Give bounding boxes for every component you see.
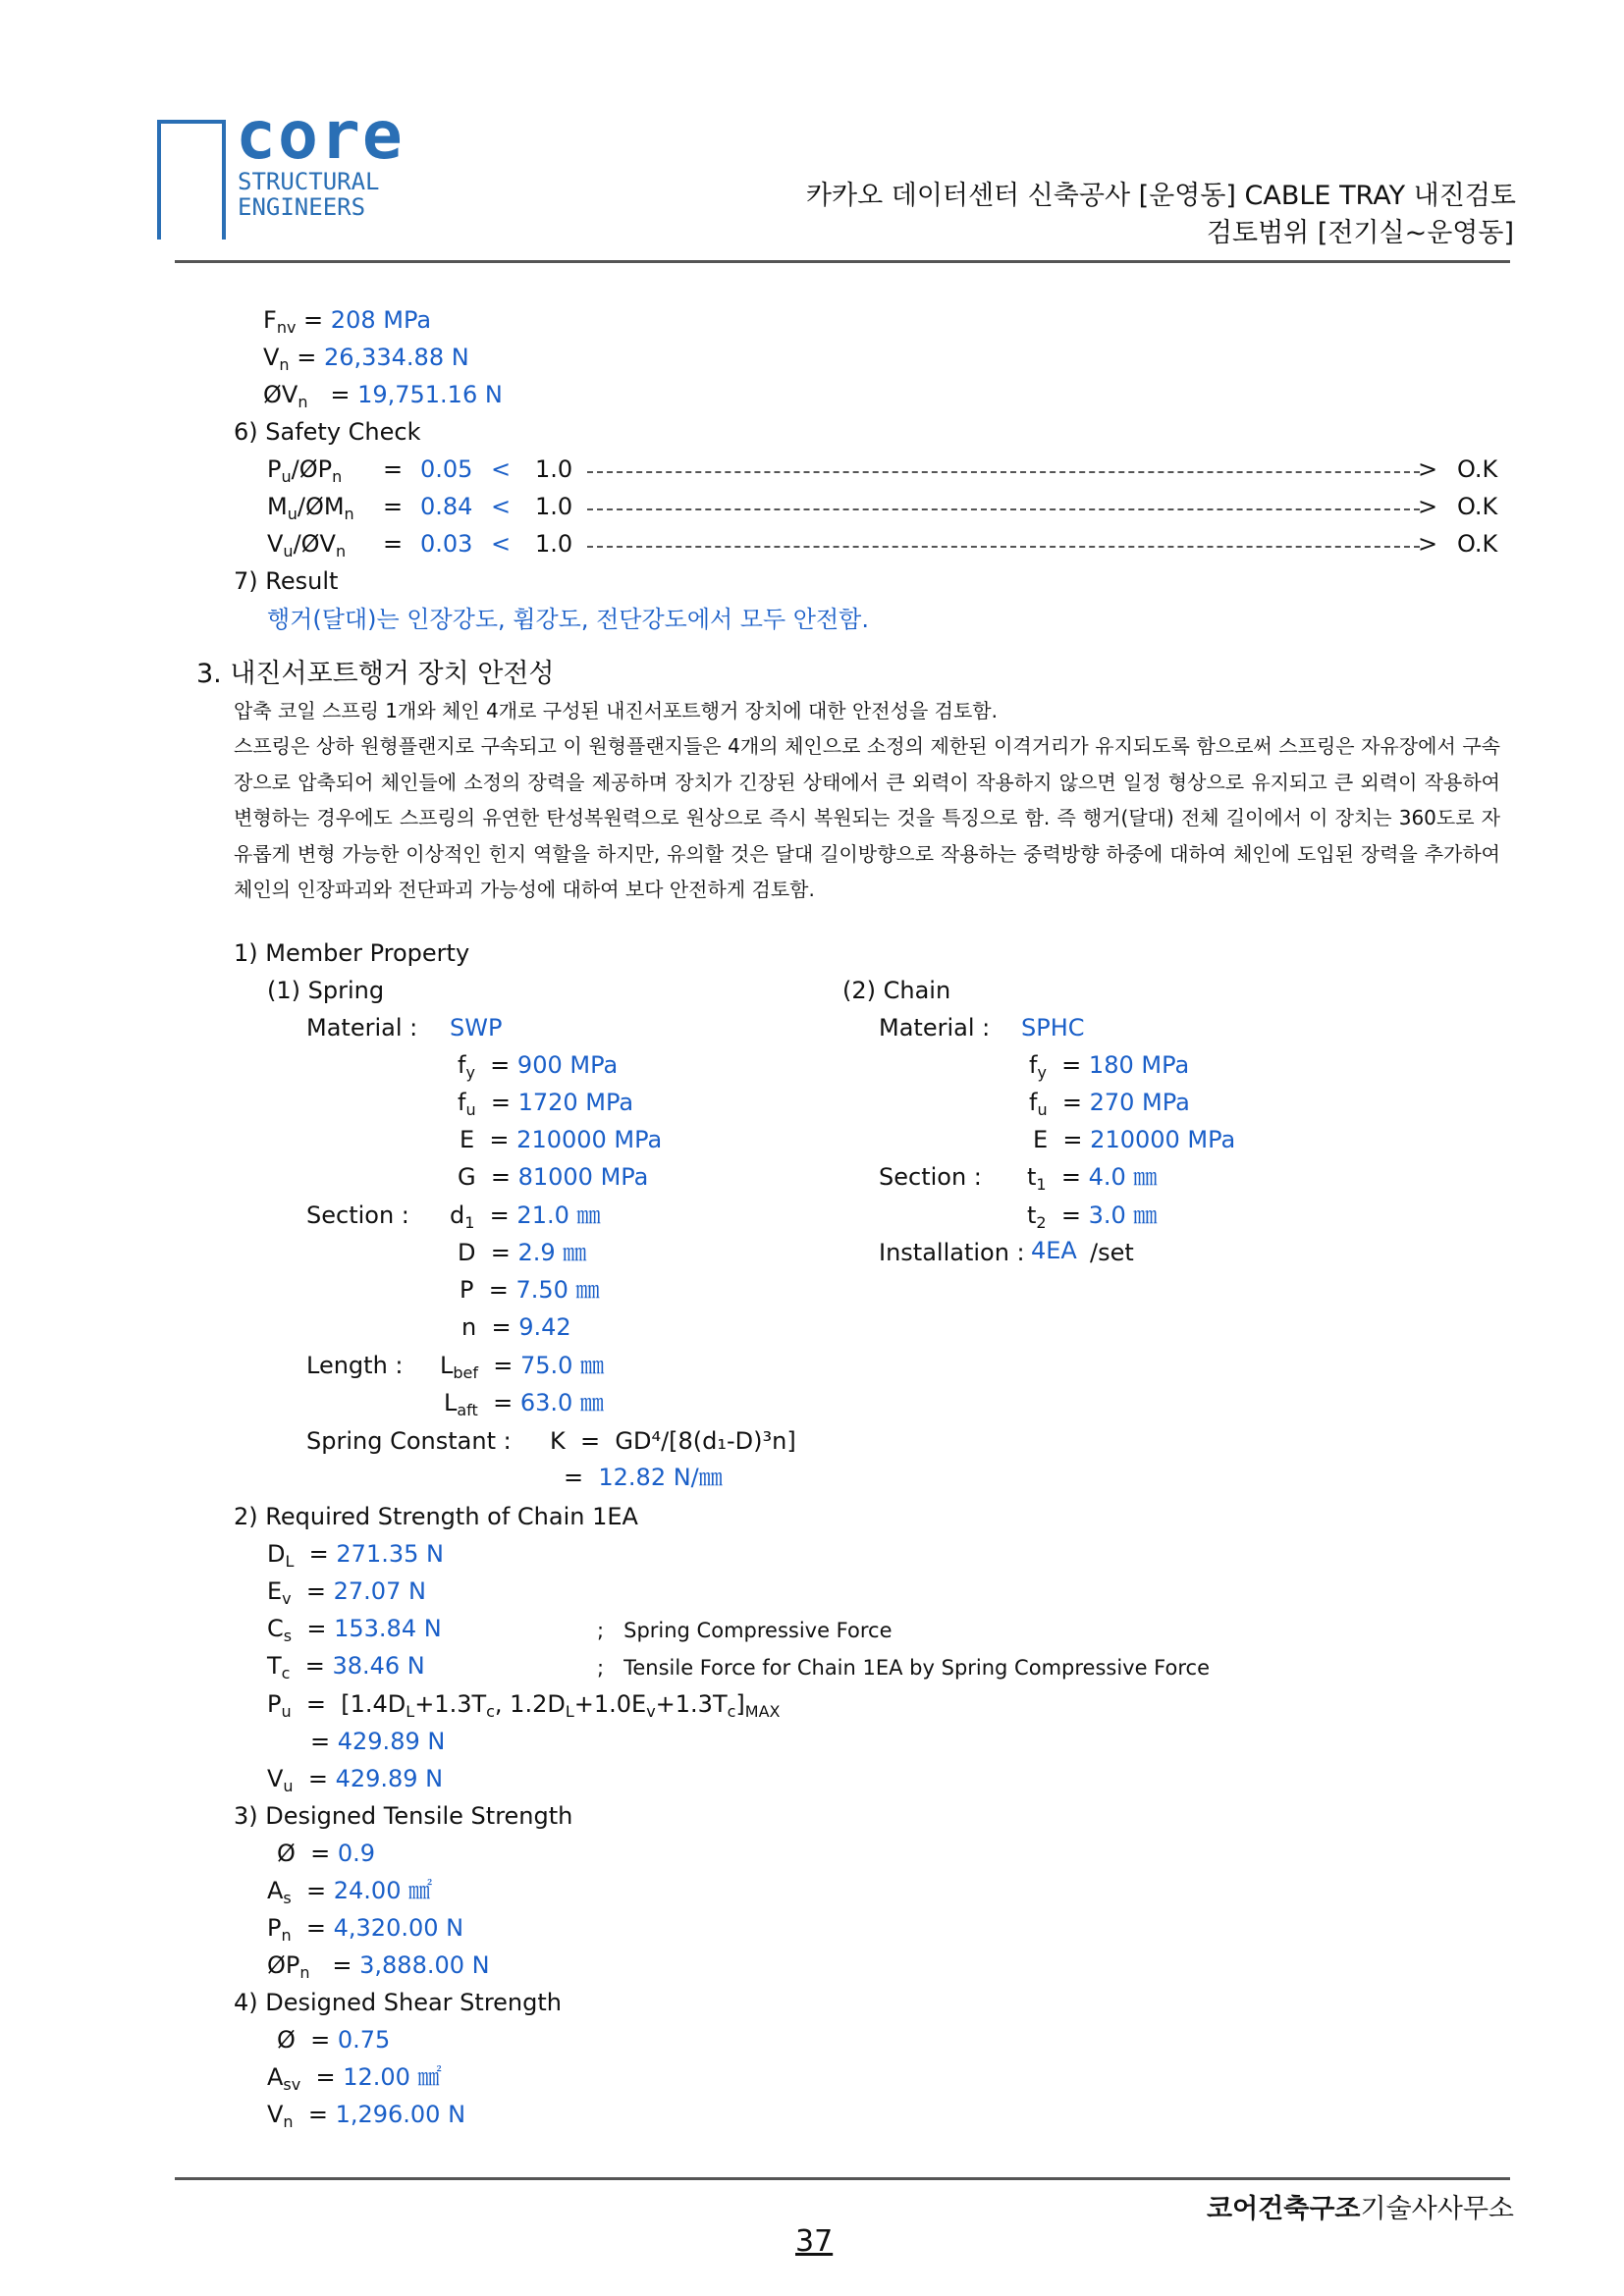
vn-row: $V_n = 26,334.88$ N: [263, 344, 469, 374]
chain-e-value: 210000 MPa: [1090, 1126, 1236, 1153]
chain-material-label: Material :: [879, 1014, 991, 1041]
member-property-heading: 1) Member Property: [234, 939, 470, 967]
phipn-row: $ØP_n = 3,888.00$ N: [267, 1951, 490, 1982]
leader-line: [587, 471, 1420, 473]
spring-constant-label: Spring Constant :: [306, 1427, 512, 1455]
as-value: 24.00 ㎟: [333, 1877, 433, 1904]
k-formula: GD⁴/[8(d₁-D)³n]: [615, 1427, 796, 1455]
cs-value: 153.84 N: [334, 1615, 442, 1642]
cs-note: ; Spring Compressive Force: [597, 1619, 893, 1642]
shear-vn-value: 1,296.00 N: [335, 2101, 466, 2128]
spring-material-value: SWP: [450, 1014, 503, 1041]
check-row-vu: $V_u/ØV_n$: [267, 530, 347, 561]
phivn-row: $ØV_n = 19,751.16$ N: [263, 381, 503, 411]
spring-dd-row: D = 2.9 ㎜: [458, 1239, 587, 1266]
check-row-mu: $M_u/ØM_n$: [267, 493, 354, 523]
arrow-head: >: [1418, 455, 1438, 483]
arrow-head: >: [1418, 530, 1438, 558]
chain-fy-row: $f_y = 180$ MPa: [1029, 1051, 1190, 1082]
spring-p-value: 7.50 ㎜: [515, 1276, 600, 1304]
section-heading: 3. 내진서포트행거 장치 안전성: [196, 659, 555, 689]
spring-constant-result: = 12.82 N/㎜: [564, 1464, 723, 1491]
dl-row: $D_L = 271.35$ N: [267, 1540, 444, 1571]
tc-note-text: Tensile Force for Chain 1EA by Spring Compressive Force: [623, 1656, 1210, 1680]
shear-heading: 4) Designed Shear Strength: [234, 1989, 562, 2016]
footer-company-rest: 기술사사무소: [1360, 2194, 1514, 2224]
spring-n-row: n = 9.42: [461, 1313, 571, 1341]
check-row-pu: $P_u/ØP_n$: [267, 455, 343, 486]
check-value: 0.03: [420, 530, 473, 558]
less-than: <: [491, 530, 512, 558]
pu-value: 429.89 N: [337, 1728, 446, 1755]
spring-fy-row: $f_y = 900$ MPa: [458, 1051, 619, 1082]
less-than: <: [491, 493, 512, 520]
chain-e-row: E = 210000 MPa: [1033, 1126, 1236, 1153]
required-strength-heading: 2) Required Strength of Chain 1EA: [234, 1503, 638, 1530]
check-value: 0.05: [420, 455, 473, 483]
asv-value: 12.00 ㎟: [343, 2063, 442, 2091]
footer-rule: [175, 2177, 1510, 2180]
check-result: O.K: [1457, 455, 1498, 483]
header-rule: [175, 260, 1510, 263]
k-value: 12.82 N/㎜: [598, 1464, 723, 1491]
tensile-phi-value: 0.9: [337, 1840, 376, 1867]
check-result: O.K: [1457, 493, 1498, 520]
logo-structural: STRUCTURAL: [238, 168, 380, 195]
phipn-value: 3,888.00 N: [359, 1951, 490, 1979]
chain-installation-unit: /set: [1090, 1239, 1134, 1266]
chain-material-value: SPHC: [1021, 1014, 1085, 1041]
footer-company: [1207, 2193, 1514, 2226]
cs-note-text: Spring Compressive Force: [623, 1619, 893, 1642]
eq-sign: =: [383, 455, 404, 483]
chain-t1-value: 4.0 ㎜: [1088, 1163, 1158, 1191]
as-row: $A_s = 24.00$ ㎟: [267, 1877, 433, 1907]
intro-sentence: 압축 코일 스프링 1개와 체인 4개로 구성된 내진서포트행거 장치에 대한 안전성을 검토함.: [234, 699, 998, 722]
shear-phi-row: Ø = 0.75: [277, 2026, 391, 2054]
page-number: 37: [795, 2224, 834, 2259]
pu-formula-row: $P_u = [1.4D_L+1.3T_c$, $1.2D_L+1.0E_v+1.3T_c]_{MAX}$: [267, 1690, 781, 1721]
spring-d1-row: $d_1 = 21.0$ ㎜: [450, 1201, 601, 1232]
document-subtitle: 검토범위 [전기실~운영동]: [1206, 218, 1514, 248]
vn-value: 26,334.88 N: [323, 344, 469, 371]
spring-fu-value: 1720 MPa: [517, 1089, 634, 1116]
description-paragraph: 스프링은 상하 원형플랜지로 구속되고 이 원형플랜지들은 4개의 체인으로 소정의 제한된 이격거리가 유지되도록 함으로써 스프링은 자유장에서 구속장으로 압축되어 체인들에 소정의 장력을 제공하며 장치가 긴장된 상태에서 큰 외력이 작용하지 않으면 일정 형상으로 유지되고 큰 외력이 작용하여 변형하는 경우에도 스프링의 유연한 탄성복원력으로 원상으로 즉시 복원되는 것을 특징으로 함. 즉 행거(달대) 전체 길이에서 이 장치는 360도로 자유롭게 변형 가능한 이상적인 힌지 역할을 하지만, 유의할 것은 달대 길이방향으로 작용하는 중력방향 하중에 대하여 체인에 도입된 장력을 추가하여 체인의 인장파괴와 전단파괴 가능성에 대하여 보다 안전하게 검토함.: [234, 734, 1500, 901]
chain-fu-value: 270 MPa: [1089, 1089, 1190, 1116]
tc-value: 38.46 N: [332, 1652, 425, 1680]
spring-n-value: 9.42: [518, 1313, 571, 1341]
eq-sign: =: [383, 493, 404, 520]
fnv-row: $F_{nv} = 208$ MPa: [263, 306, 432, 337]
spring-p-row: P = 7.50 ㎜: [460, 1276, 600, 1304]
chain-t1-row: $t_1 = 4.0$ ㎜: [1027, 1163, 1158, 1194]
shear-vn-row: $V_n = 1,296.00$ N: [267, 2101, 466, 2131]
document-title: 카카오 데이터센터 신축공사 [운영동] CABLE TRAY 내진검토: [805, 181, 1516, 211]
vu-value: 429.89 N: [335, 1765, 444, 1792]
chain-t2-value: 3.0 ㎜: [1088, 1201, 1158, 1229]
chain-section-label: Section :: [879, 1163, 982, 1191]
shear-phi-value: 0.75: [337, 2026, 391, 2054]
spring-constant-formula: K = GD⁴/[8(d₁-D)³n]: [550, 1427, 796, 1455]
pn-row: $P_n = 4,320.00$ N: [267, 1914, 464, 1945]
spring-d1-value: 21.0 ㎜: [516, 1201, 601, 1229]
arrow-head: >: [1418, 493, 1438, 520]
result-heading: 7) Result: [234, 567, 339, 595]
tc-row: $T_c = 38.46$ N: [267, 1652, 425, 1682]
phivn-value: 19,751.16 N: [357, 381, 503, 408]
vu-row: $V_u = 429.89$ N: [267, 1765, 444, 1795]
tc-note: ; Tensile Force for Chain 1EA by Spring Compressive Force: [597, 1656, 1210, 1680]
spring-fy-value: 900 MPa: [516, 1051, 619, 1079]
spring-material-label: Material :: [306, 1014, 418, 1041]
tensile-phi-row: Ø = 0.9: [277, 1840, 376, 1867]
spring-laft-row: $L_{aft} = 63.0$ ㎜: [444, 1389, 604, 1419]
spring-heading: (1) Spring: [267, 977, 385, 1004]
spring-section-label: Section :: [306, 1201, 409, 1229]
fnv-value: 208 MPa: [330, 306, 432, 334]
spring-e-row: E = 210000 MPa: [460, 1126, 663, 1153]
chain-fu-row: $f_u = 270$ MPa: [1029, 1089, 1190, 1119]
safety-check-heading: 6) Safety Check: [234, 418, 421, 446]
cs-row: $C_s = 153.84$ N: [267, 1615, 442, 1645]
chain-fy-value: 180 MPa: [1088, 1051, 1190, 1079]
check-value: 0.84: [420, 493, 473, 520]
chain-installation-value: 4EA: [1031, 1237, 1077, 1264]
logo-wordmark: core: [236, 97, 405, 175]
check-result: O.K: [1457, 530, 1498, 558]
less-than: <: [491, 455, 512, 483]
leader-line: [587, 546, 1420, 548]
asv-row: $A_{sv} = 12.00$ ㎟: [267, 2063, 442, 2094]
chain-t2-row: $t_2 = 3.0$ ㎜: [1027, 1201, 1158, 1232]
footer-company-bold: 코어건축구조: [1207, 2194, 1361, 2224]
spring-length-label: Length :: [306, 1352, 404, 1379]
leader-line: [587, 508, 1420, 510]
ev-value: 27.07 N: [333, 1577, 426, 1605]
tensile-heading: 3) Designed Tensile Strength: [234, 1802, 573, 1830]
spring-laft-value: 63.0 ㎜: [519, 1389, 604, 1416]
check-limit: 1.0: [535, 455, 573, 483]
spring-g-row: G = 81000 MPa: [458, 1163, 649, 1191]
pn-value: 4,320.00 N: [333, 1914, 464, 1942]
spring-e-value: 210000 MPa: [516, 1126, 663, 1153]
logo-engineers: ENGINEERS: [238, 193, 366, 221]
chain-installation-label: Installation :: [879, 1239, 1025, 1266]
spring-g-value: 81000 MPa: [517, 1163, 649, 1191]
dl-value: 271.35 N: [336, 1540, 444, 1568]
eq-sign: =: [383, 530, 404, 558]
spring-lbef-value: 75.0 ㎜: [520, 1352, 605, 1379]
ev-row: $E_v = 27.07$ N: [267, 1577, 426, 1608]
check-limit: 1.0: [535, 530, 573, 558]
pu-result-row: = 429.89 N: [310, 1728, 446, 1755]
check-limit: 1.0: [535, 493, 573, 520]
spring-lbef-row: $L_{bef} = 75.0$ ㎜: [440, 1352, 605, 1382]
chain-heading: (2) Chain: [842, 977, 951, 1004]
result-text: 행거(달대)는 인장강도, 휨강도, 전단강도에서 모두 안전함.: [267, 606, 869, 633]
spring-fu-row: $f_u = 1720$ MPa: [458, 1089, 634, 1119]
spring-dd-value: 2.9 ㎜: [517, 1239, 587, 1266]
